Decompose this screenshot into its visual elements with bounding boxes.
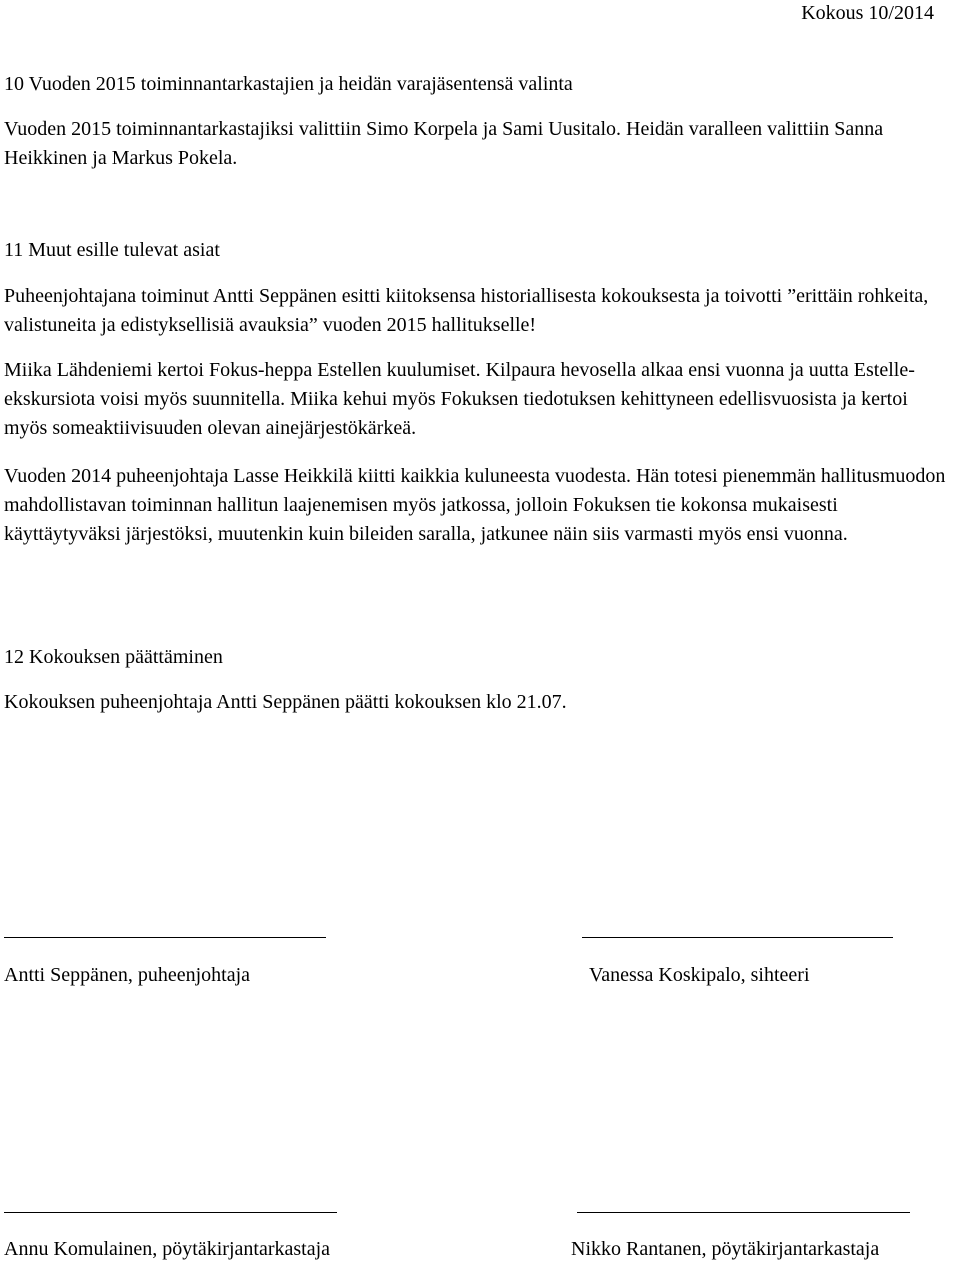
signature-line-chair [4,937,326,938]
signature-name-examiner-1: Annu Komulainen, pöytäkirjantarkastaja [4,1238,331,1260]
signature-line-examiner-1 [4,1212,337,1213]
signature-name-secretary: Vanessa Koskipalo, sihteeri [589,964,810,986]
section-12-paragraph: Kokouksen puheenjohtaja Antti Seppänen päätti kokouksen klo 21.07. [4,691,567,713]
section-10-paragraph: Vuoden 2015 toiminnantarkastajiksi valittiin Simo Korpela ja Sami Uusitalo. Heidän varalleen valittiin Sanna Heikkinen ja Markus Pokela. [4,118,884,169]
signature-name-examiner-2: Nikko Rantanen, pöytäkirjantarkastaja [571,1238,880,1260]
section-11-paragraph-2: Miika Lähdeniemi kertoi Fokus-heppa Estellen kuulumiset. Kilpaura hevosella alkaa ensi vuonna ja uutta Estelle-ekskursiota voisi myös suunnitella. Miika kehui myös Fokuksen tiedotuksen kehittyneen edellisvuosista ja kertoi myös someaktiivisuuden olevan ainejärjestökärkeä. [4,359,915,439]
section-11-paragraph-3: Vuoden 2014 puheenjohtaja Lasse Heikkilä kiitti kaikkia kuluneesta vuodesta. Hän totesi pienemmän hallitusmuodon mahdollistavan toiminnan hallitun laajenemisen myös jatkossa, jolloin Fokuksen tie kokonsa mukaisesti käyttäytyväksi järjestöksi, muutenkin kuin bileiden saralla, jatkunee näin siis varmasti myös ensi vuonna. [4,465,946,545]
signature-line-examiner-2 [577,1212,910,1213]
meeting-number: Kokous 10/2014 [801,2,934,24]
section-12-heading: 12 Kokouksen päättäminen [4,646,223,668]
signature-line-secretary [582,937,893,938]
section-11-paragraph-1: Puheenjohtajana toiminut Antti Seppänen esitti kiitoksensa historiallisesta kokouksesta ja toivotti ”erittäin rohkeita, valistuneita ja edistyksellisiä avauksia” vuoden 2015 hallitukselle! [4,285,929,336]
section-11-heading: 11 Muut esille tulevat asiat [4,239,220,261]
section-10-heading: 10 Vuoden 2015 toiminnantarkastajien ja heidän varajäsentensä valinta [4,73,573,95]
signature-name-chair: Antti Seppänen, puheenjohtaja [4,964,251,986]
